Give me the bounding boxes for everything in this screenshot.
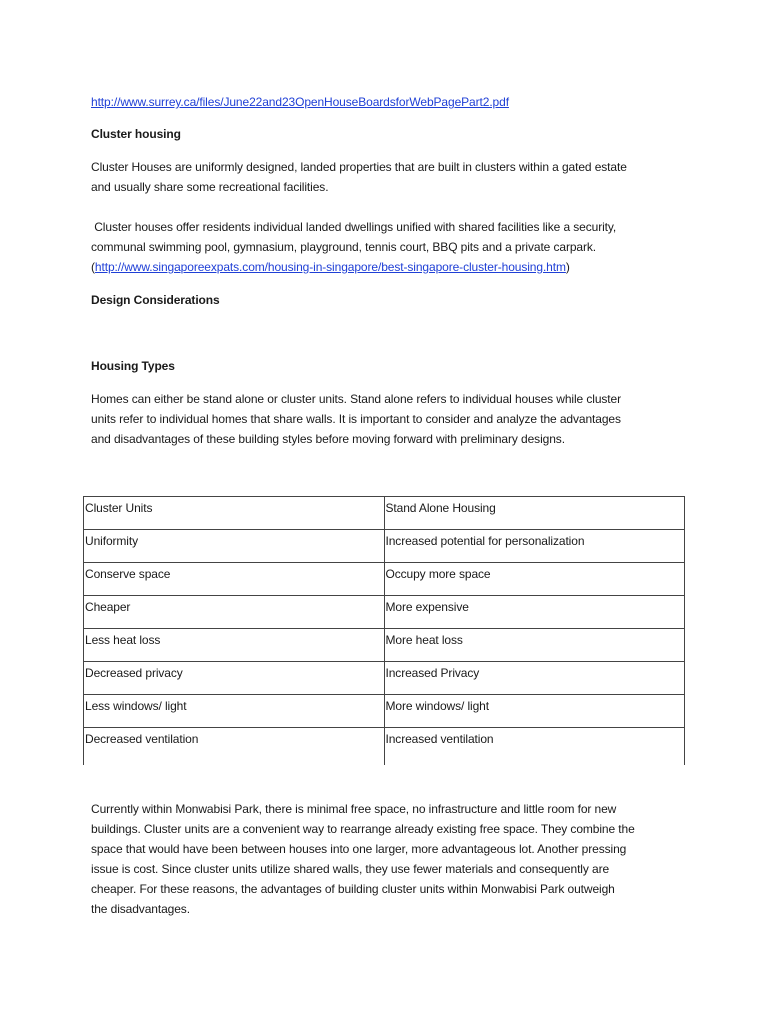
table-row — [84, 728, 685, 765]
paragraph-line: space that would have been between houses into one larger, more advantageous lot. Another pressing — [91, 842, 627, 856]
closing-paragraph — [91, 799, 681, 919]
paragraph-line: buildings. Cluster units are a convenient way to rearrange already existing free space. They combine the — [91, 822, 635, 836]
cluster-definition-paragraph — [91, 157, 681, 197]
design-considerations-heading: Design Considerations — [91, 293, 220, 307]
paragraph-line: units refer to individual homes that share walls. It is important to consider and analyze the advantages — [91, 412, 621, 426]
cluster-cell: Uniformity — [84, 530, 385, 563]
table-header-row — [84, 497, 685, 530]
standalone-cell: More expensive — [384, 596, 685, 629]
paragraph-line: and usually share some recreational facilities. — [91, 180, 329, 194]
paragraph-line: Cluster houses offer residents individual landed dwellings unified with shared facilities like a security, — [91, 220, 617, 234]
table-row — [84, 530, 685, 563]
paragraph-line: and disadvantages of these building styles before moving forward with preliminary designs. — [91, 432, 565, 446]
cluster-cell: Less heat loss — [84, 629, 385, 662]
paragraph-line: cheaper. For these reasons, the advantages of building cluster units within Monwabisi Park outweigh — [91, 882, 615, 896]
cluster-cell: Decreased privacy — [84, 662, 385, 695]
housing-types-paragraph — [91, 389, 681, 449]
source-link-line — [91, 92, 509, 112]
cluster-cell: Cheaper — [84, 596, 385, 629]
table-row — [84, 563, 685, 596]
citation-line — [91, 257, 681, 277]
paragraph-line: the disadvantages. — [91, 902, 190, 916]
standalone-cell: Increased ventilation — [384, 728, 685, 765]
comparison-table — [83, 496, 685, 765]
cluster-cell: Decreased ventilation — [84, 728, 385, 765]
header-cell-standalone: Stand Alone Housing — [384, 497, 685, 530]
paragraph-line: Cluster Houses are uniformly designed, landed properties that are built in clusters within a gated estate — [91, 160, 627, 174]
table-row — [84, 695, 685, 728]
cluster-cell: Less windows/ light — [84, 695, 385, 728]
standalone-cell: More windows/ light — [384, 695, 685, 728]
table-row — [84, 629, 685, 662]
close-paren: ) — [565, 260, 570, 274]
cluster-cell: Conserve space — [84, 563, 385, 596]
paragraph-line: communal swimming pool, gymnasium, playground, tennis court, BBQ pits and a private carpark. — [91, 240, 597, 254]
surrey-pdf-link[interactable]: http://www.surrey.ca/files/June22and23OpenHouseBoardsforWebPagePart2.pdf — [91, 95, 509, 109]
singaporeexpats-link[interactable]: http://www.singaporeexpats.com/housing-in-singapore/best-singapore-cluster-housing.htm — [94, 260, 566, 274]
header-cell-cluster: Cluster Units — [84, 497, 385, 530]
paragraph-line: Currently within Monwabisi Park, there is minimal free space, no infrastructure and little room for new — [91, 802, 617, 816]
table-row — [84, 596, 685, 629]
cluster-housing-heading: Cluster housing — [91, 127, 181, 141]
cluster-facilities-paragraph — [91, 217, 681, 277]
paragraph-line: Homes can either be stand alone or cluster units. Stand alone refers to individual houses while cluster — [91, 392, 621, 406]
open-paren: ( — [91, 260, 95, 274]
standalone-cell: More heat loss — [384, 629, 685, 662]
housing-types-heading: Housing Types — [91, 359, 175, 373]
standalone-cell: Increased Privacy — [384, 662, 685, 695]
table-row — [84, 662, 685, 695]
standalone-cell: Occupy more space — [384, 563, 685, 596]
paragraph-line: issue is cost. Since cluster units utilize shared walls, they use fewer materials and consequently are — [91, 862, 610, 876]
standalone-cell: Increased potential for personalization — [384, 530, 685, 563]
